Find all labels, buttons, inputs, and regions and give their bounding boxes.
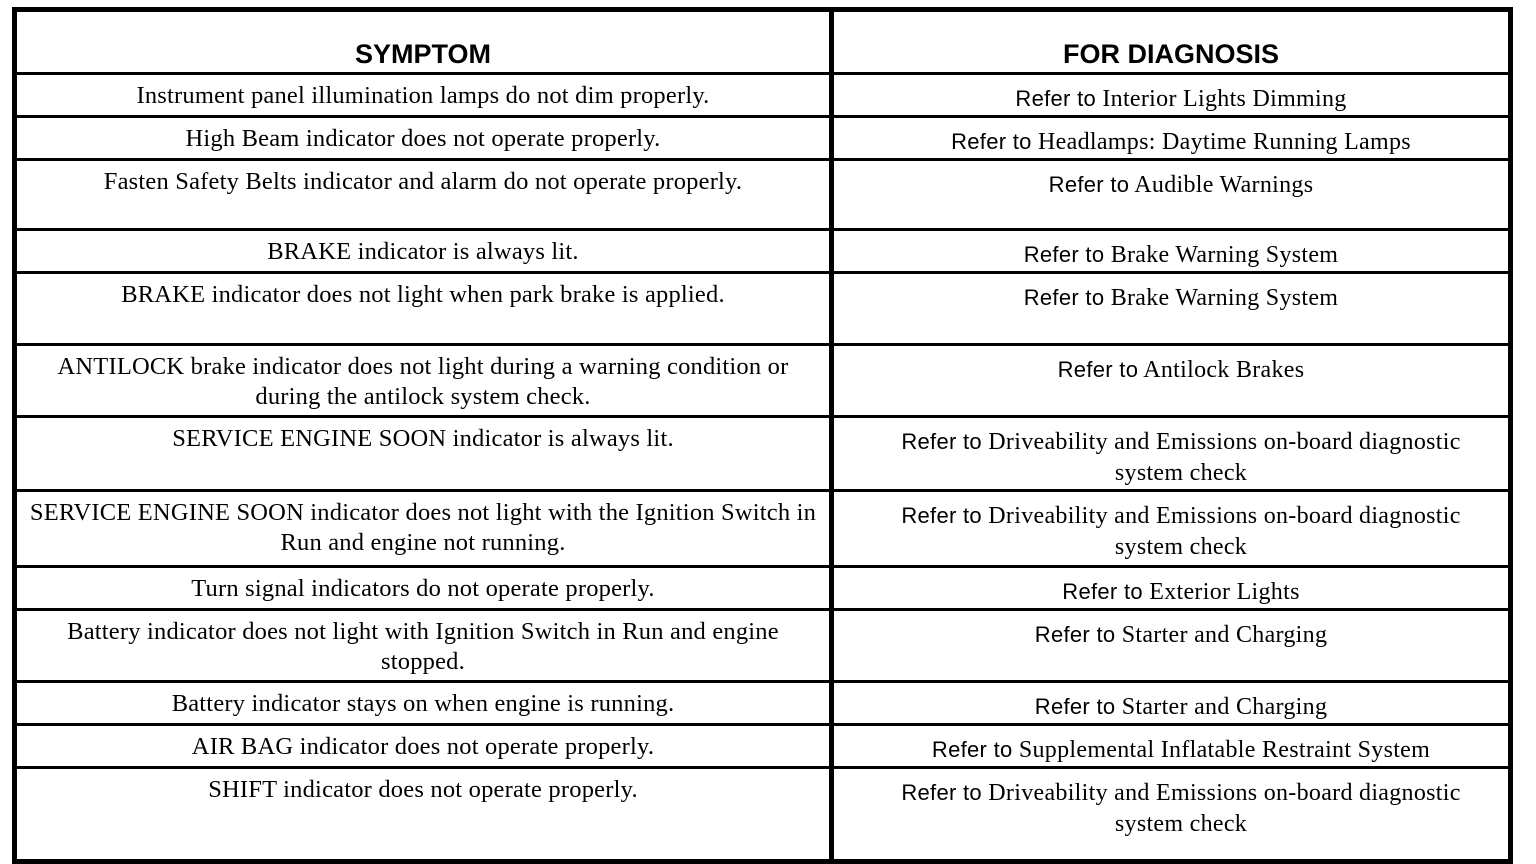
table-row: [15, 768, 1511, 862]
header-row: [15, 10, 1511, 74]
refer-to-prefix: Refer to: [1034, 694, 1116, 719]
table-row: [15, 117, 1511, 160]
refer-to-prefix: Refer to: [1034, 622, 1116, 647]
diagnosis-cell: [832, 273, 1511, 345]
diagnosis-reference: Driveability and Emissions on-board diagnostic system check: [988, 780, 1461, 837]
symptom-cell: AIR BAG indicator does not operate properly.: [15, 725, 832, 768]
diagnosis-reference: Starter and Charging: [1121, 694, 1328, 720]
refer-to-prefix: Refer to: [1023, 285, 1105, 310]
diagnosis-reference: Brake Warning System: [1110, 242, 1339, 268]
symptom-cell: BRAKE indicator does not light when park brake is applied.: [15, 273, 832, 345]
diagnosis-cell: [832, 491, 1511, 567]
refer-to-prefix: Refer to: [901, 780, 982, 805]
diagnosis-cell: [832, 345, 1511, 417]
diagnosis-reference: Antilock Brakes: [1143, 357, 1305, 383]
table-row: [15, 273, 1511, 345]
symptom-cell: Fasten Safety Belts indicator and alarm do not operate properly.: [15, 160, 832, 230]
table-row: [15, 230, 1511, 273]
refer-to-prefix: Refer to: [931, 737, 1013, 762]
symptom-column-header: SYMPTOM: [15, 10, 832, 74]
table-row: [15, 74, 1511, 117]
diagnosis-column-header: FOR DIAGNOSIS: [832, 10, 1511, 74]
symptom-cell: BRAKE indicator is always lit.: [15, 230, 832, 273]
diagnosis-reference: Headlamps: Daytime Running Lamps: [1038, 129, 1411, 155]
refer-to-prefix: Refer to: [1015, 86, 1097, 111]
symptom-cell: Turn signal indicators do not operate properly.: [15, 567, 832, 610]
symptom-cell: Battery indicator does not light with Ignition Switch in Run and engine stopped.: [15, 610, 832, 682]
table-row: [15, 567, 1511, 610]
table-row: [15, 160, 1511, 230]
refer-to-prefix: Refer to: [1062, 579, 1143, 604]
diagnosis-reference: Starter and Charging: [1121, 622, 1328, 648]
refer-to-prefix: Refer to: [1057, 357, 1139, 382]
diagnosis-cell: [832, 160, 1511, 230]
diagnosis-reference: Exterior Lights: [1149, 579, 1300, 605]
symptom-cell: ANTILOCK brake indicator does not light during a warning condition or during the antilock system check.: [15, 345, 832, 417]
diagnosis-cell: [832, 230, 1511, 273]
table-row: [15, 725, 1511, 768]
diagnosis-cell: [832, 682, 1511, 725]
symptom-cell: SERVICE ENGINE SOON indicator is always lit.: [15, 417, 832, 491]
table-row: [15, 610, 1511, 682]
symptom-cell: SERVICE ENGINE SOON indicator does not light with the Ignition Switch in Run and engine not running.: [15, 491, 832, 567]
table-body: [15, 74, 1511, 862]
refer-to-prefix: Refer to: [1023, 242, 1105, 267]
symptom-cell: High Beam indicator does not operate properly.: [15, 117, 832, 160]
diagnosis-cell: [832, 610, 1511, 682]
refer-to-prefix: Refer to: [901, 503, 982, 528]
symptom-cell: Instrument panel illumination lamps do not dim properly.: [15, 74, 832, 117]
refer-to-prefix: Refer to: [951, 129, 1032, 154]
diagnosis-reference: Audible Warnings: [1134, 172, 1314, 198]
diagnosis-cell: [832, 567, 1511, 610]
table-row: [15, 345, 1511, 417]
refer-to-prefix: Refer to: [1048, 172, 1130, 197]
symptom-cell: SHIFT indicator does not operate properly.: [15, 768, 832, 862]
table-row: [15, 682, 1511, 725]
diagnosis-reference: Brake Warning System: [1110, 285, 1339, 311]
symptom-diagnosis-table: [12, 7, 1513, 864]
diagnosis-reference: Driveability and Emissions on-board diagnostic system check: [988, 429, 1461, 486]
diagnosis-reference: Driveability and Emissions on-board diagnostic system check: [988, 503, 1461, 560]
symptom-cell: Battery indicator stays on when engine is running.: [15, 682, 832, 725]
refer-to-prefix: Refer to: [901, 429, 982, 454]
diagnosis-cell: [832, 74, 1511, 117]
diagnosis-cell: [832, 725, 1511, 768]
table-row: [15, 491, 1511, 567]
diagnosis-cell: [832, 768, 1511, 862]
diagnosis-reference: Supplemental Inflatable Restraint System: [1018, 737, 1431, 763]
diagnosis-reference: Interior Lights Dimming: [1102, 86, 1347, 112]
diagnosis-cell: [832, 117, 1511, 160]
diagnosis-cell: [832, 417, 1511, 491]
table-row: [15, 417, 1511, 491]
